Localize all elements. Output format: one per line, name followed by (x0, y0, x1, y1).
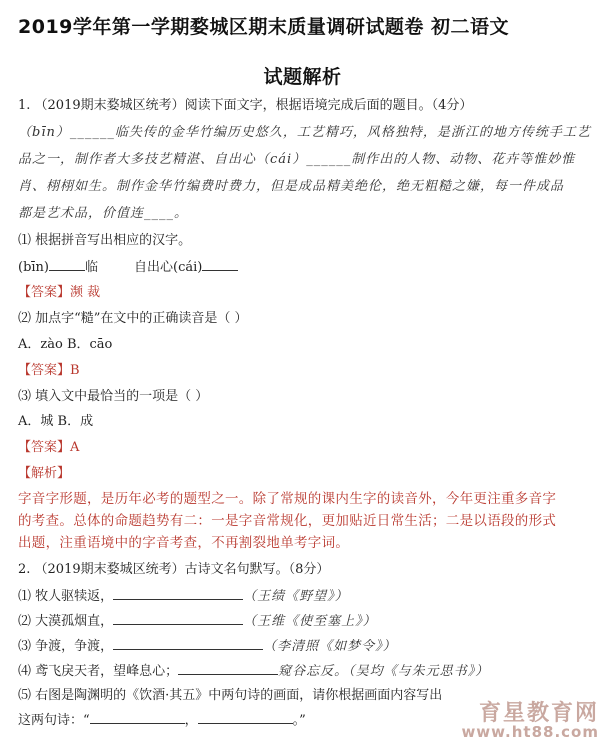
q2-item-4-source: 窥谷忘反。（吴均《与朱元思书》） (278, 664, 490, 679)
blank (178, 662, 278, 675)
q1-analysis-line: 字音字形题，是历年必考的题型之一。除了常规的课内生字的读音外，今年更注重多音字 (18, 491, 557, 507)
q2-item-4 (18, 662, 489, 680)
closing-quote: 。” (292, 713, 306, 728)
q2-item-3 (18, 637, 397, 655)
q2-item-6-text: 这两句诗：“ (18, 713, 90, 728)
blank (49, 258, 85, 271)
q1-header: 1. （2019期末婺城区统考）阅读下面文字，根据语境完成后面的题目。（4分） (18, 98, 473, 113)
q1-sub1: ⑴ 根据拼音写出相应的汉字。 (18, 233, 192, 248)
q2-item-1-source: （王绩《野望》） (243, 589, 349, 604)
q1-passage-line: 肖、栩栩如生。制作金华竹编费时费力，但是成品精美绝伦，绝无粗糙之嫌，每一件成品 (18, 179, 565, 194)
blank (198, 711, 293, 724)
q1-sub2-answer: 【答案】B (18, 363, 80, 378)
watermark-brand: 育星教育网 (478, 701, 599, 726)
q1-analysis-line: 的考查。总体的命题趋势有二：一是字音常规化，更加贴近日常生活；二是以语段的形式 (18, 513, 557, 529)
q2-item-5: ⑸ 右图是陶渊明的《饮酒·其五》中两句诗的画面，请你根据画面内容写出 (18, 688, 443, 703)
q2-item-1 (18, 587, 349, 605)
q1-sub2-options: A．zào B．cāo (18, 337, 113, 352)
q2-item-6 (18, 711, 306, 729)
q2-item-1-text: ⑴ 牧人驱犊返， (18, 589, 114, 604)
q2-item-2-text: ⑵ 大漠孤烟直， (18, 614, 114, 629)
blank (113, 587, 243, 600)
q1-sub3-answer: 【答案】A (18, 440, 80, 455)
q1-sub3: ⑶ 填入文中最恰当的一项是（ ） (18, 389, 209, 404)
q1-sub1-answer: 【答案】濒 裁 (18, 285, 101, 300)
watermark-url: www.ht88.com (461, 723, 599, 741)
q2-item-2-source: （王维《使至塞上》） (243, 614, 377, 629)
q1-analysis-label: 【解析】 (18, 466, 71, 481)
page-title: 2019学年第一学期婺城区期末质量调研试题卷 初二语文 (18, 16, 509, 38)
q2-item-3-source: （李清照《如梦令》） (263, 639, 397, 654)
q1-passage-line: （bīn）______临失传的金华竹编历史悠久，工艺精巧，风格独特，是浙江的地方传统手工艺 (18, 125, 591, 140)
fill-char: 临 (85, 260, 99, 275)
q2-header: 2. （2019期末婺城区统考）古诗文名句默写。（8分） (18, 562, 330, 577)
q2-item-4-text: ⑷ 鸢飞戾天者，望峰息心； (18, 664, 179, 679)
q1-passage-line: 都是艺术品，价值连____。 (18, 206, 189, 221)
page-subtitle: 试题解析 (263, 66, 342, 88)
pinyin-bin: (bīn) (18, 260, 49, 275)
blank (90, 711, 185, 724)
q1-sub2: ⑵ 加点字“糙”在文中的正确读音是（ ） (18, 311, 248, 326)
watermark (461, 696, 599, 741)
q1-sub1-fill (18, 258, 238, 276)
blank (113, 637, 263, 650)
q1-passage-line: 品之一，制作者大多技艺精湛、自出心（cái）______制作出的人物、动物、花卉等惟妙惟 (18, 152, 576, 167)
q1-analysis-line: 出题，注重语境中的字音考查，不再割裂地单考字词。 (18, 535, 350, 551)
blank (113, 612, 243, 625)
q1-sub3-options: A．城 B．成 (18, 414, 94, 429)
q2-item-2 (18, 612, 377, 630)
blank (202, 258, 238, 271)
q2-item-3-text: ⑶ 争渡，争渡， (18, 639, 114, 654)
comma: ， (184, 713, 198, 728)
pinyin-cai: 自出心(cái) (134, 260, 203, 275)
